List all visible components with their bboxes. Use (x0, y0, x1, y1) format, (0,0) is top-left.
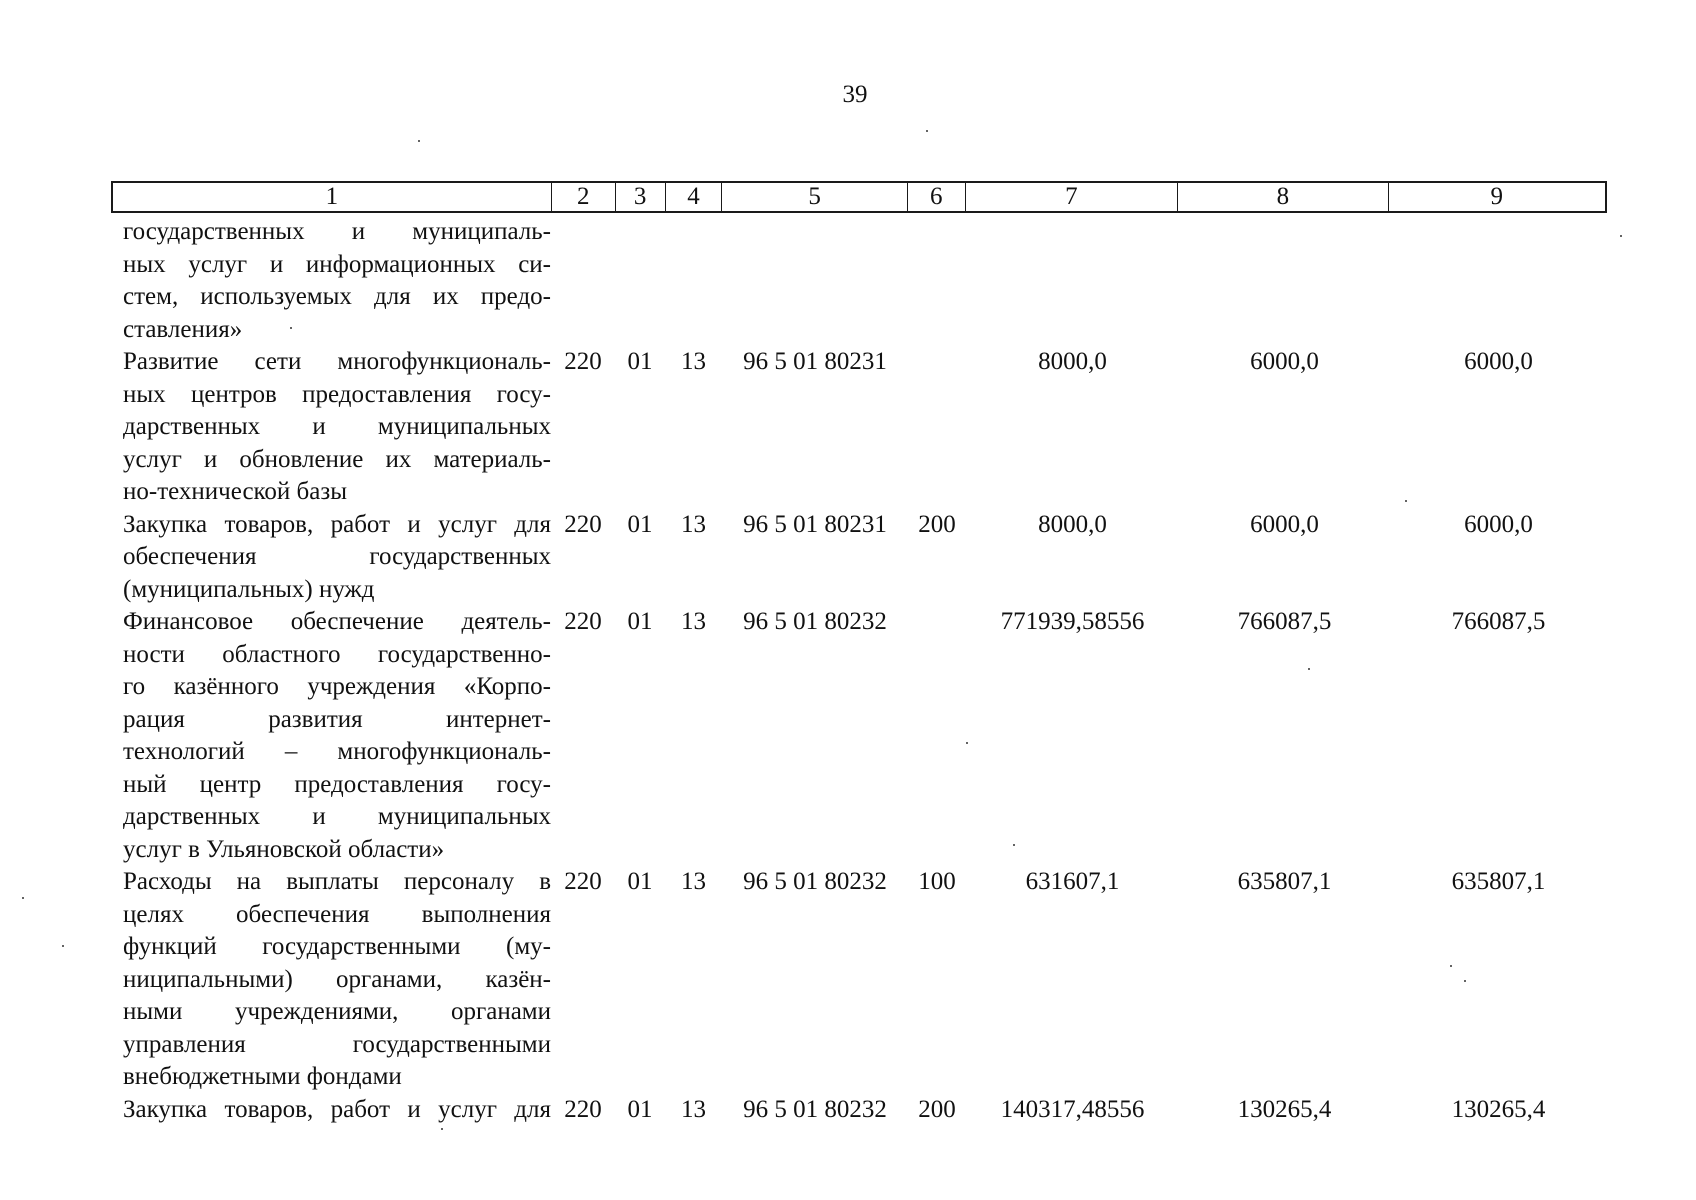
cell-amount-col8: 766087,5 (1237, 608, 1332, 635)
scan-speck (290, 327, 292, 329)
scan-speck (62, 945, 64, 947)
row-description (111, 865, 551, 1093)
scan-speck (966, 742, 968, 744)
cell-amount-col9: 635807,1 (1451, 868, 1546, 895)
cell-amount-col7: 631607,1 (1025, 868, 1120, 895)
cell-amount-col9: 130265,4 (1451, 1095, 1546, 1123)
description-line: ниципальными) органами, казён- (123, 965, 551, 993)
cell-section: 01 (627, 1095, 653, 1123)
cell-target-article: 96 5 01 80232 (743, 1095, 887, 1123)
cell-target-article: 96 5 01 80232 (743, 868, 887, 895)
cell-admin-code: 220 (564, 868, 602, 895)
cell-amount-col8: 6000,0 (1250, 510, 1319, 538)
column-header-4: 4 (666, 183, 723, 211)
cell-expense-type: 200 (918, 510, 956, 538)
description-line: го казённого учреждения «Корпо- (123, 673, 551, 700)
description-line: управления государственными (123, 1030, 551, 1058)
description-line: Закупка товаров, работ и услуг для (123, 1095, 551, 1123)
description-line: услуг и обновление их материаль- (123, 445, 551, 473)
cell-admin-code: 220 (564, 1095, 602, 1123)
cell-amount-col7: 140317,48556 (1000, 1095, 1145, 1123)
description-line: (муниципальных) нужд (123, 575, 375, 603)
cell-subsection: 13 (681, 348, 706, 375)
column-header-2: 2 (552, 183, 616, 211)
cell-section: 01 (627, 608, 653, 635)
description-line: государственных и муниципаль- (123, 218, 551, 245)
description-line: ставления» (123, 315, 243, 343)
table-row (111, 605, 1607, 865)
scan-speck (1405, 500, 1407, 502)
cell-subsection: 13 (681, 608, 706, 635)
table-row (111, 345, 1607, 508)
column-header-1: 1 (113, 183, 552, 211)
cell-amount-col9: 6000,0 (1464, 510, 1533, 538)
row-description (111, 215, 551, 345)
table-row (111, 865, 1607, 1093)
column-header-3: 3 (616, 183, 666, 211)
description-line: но-технической базы (123, 478, 348, 505)
cell-subsection: 13 (681, 510, 706, 538)
scan-speck (418, 140, 420, 142)
cell-section: 01 (627, 348, 653, 375)
cell-amount-col8: 635807,1 (1237, 868, 1332, 895)
cell-amount-col8: 130265,4 (1237, 1095, 1332, 1123)
column-header-5: 5 (722, 183, 908, 211)
cell-target-article: 96 5 01 80232 (743, 608, 887, 635)
table-header-row (111, 181, 1607, 213)
scan-speck (22, 897, 24, 899)
column-header-7: 7 (966, 183, 1178, 211)
cell-section: 01 (627, 868, 653, 895)
cell-admin-code: 220 (564, 510, 602, 538)
row-description (111, 345, 551, 508)
table-row (111, 1093, 1607, 1126)
description-line: Развитие сети многофункциональ- (123, 348, 551, 375)
description-line: Расходы на выплаты персоналу в (123, 868, 551, 895)
scan-speck (1464, 980, 1466, 982)
cell-amount-col7: 8000,0 (1038, 348, 1107, 375)
cell-admin-code: 220 (564, 608, 602, 635)
scan-speck (1013, 844, 1015, 846)
cell-subsection: 13 (681, 868, 706, 895)
description-line: Финансовое обеспечение деятель- (123, 608, 551, 635)
description-line: внебюджетными фондами (123, 1063, 402, 1090)
description-line: ных центров предоставления госу- (123, 380, 551, 408)
table-body (111, 215, 1607, 1126)
scan-speck (441, 1128, 443, 1130)
cell-expense-type: 200 (918, 1095, 956, 1123)
row-description (111, 1093, 551, 1126)
description-line: рация развития интернет- (123, 705, 551, 733)
description-line: стем, используемых для их предо- (123, 283, 551, 310)
cell-amount-col8: 6000,0 (1250, 348, 1319, 375)
column-header-9: 9 (1490, 183, 1504, 210)
description-line: дарственных и муниципальных (123, 803, 551, 830)
scan-speck (1450, 965, 1452, 967)
page-number: 39 (842, 81, 868, 108)
column-header-8: 8 (1178, 183, 1388, 211)
description-line: технологий – многофункциональ- (123, 738, 551, 765)
cell-expense-type: 100 (918, 868, 956, 895)
description-line: дарственных и муниципальных (123, 413, 551, 440)
scan-speck (1308, 668, 1310, 670)
row-description (111, 508, 551, 606)
column-header-6: 6 (908, 183, 966, 211)
cell-amount-col9: 766087,5 (1451, 608, 1546, 635)
cell-amount-col7: 771939,58556 (1000, 608, 1145, 635)
description-line: ных услуг и информационных си- (123, 250, 551, 278)
description-line: Закупка товаров, работ и услуг для (123, 510, 551, 538)
row-description (111, 605, 551, 865)
description-line: обеспечения государственных (123, 543, 551, 570)
description-line: ности областного государственно- (123, 640, 551, 668)
scan-speck (926, 130, 928, 132)
table-row (111, 508, 1607, 606)
description-line: услуг в Ульяновской области» (123, 835, 445, 863)
table-row (111, 215, 1607, 345)
cell-amount-col9: 6000,0 (1464, 348, 1533, 375)
cell-admin-code: 220 (564, 348, 602, 375)
description-line: ными учреждениями, органами (123, 998, 551, 1025)
cell-subsection: 13 (681, 1095, 706, 1123)
cell-target-article: 96 5 01 80231 (743, 348, 887, 375)
description-line: функций государственными (му- (123, 933, 551, 960)
description-line: целях обеспечения выполнения (123, 900, 551, 928)
cell-target-article: 96 5 01 80231 (743, 510, 887, 538)
scan-speck (1620, 235, 1622, 237)
cell-section: 01 (627, 510, 653, 538)
description-line: ный центр предоставления госу- (123, 770, 551, 798)
cell-amount-col7: 8000,0 (1038, 510, 1107, 538)
